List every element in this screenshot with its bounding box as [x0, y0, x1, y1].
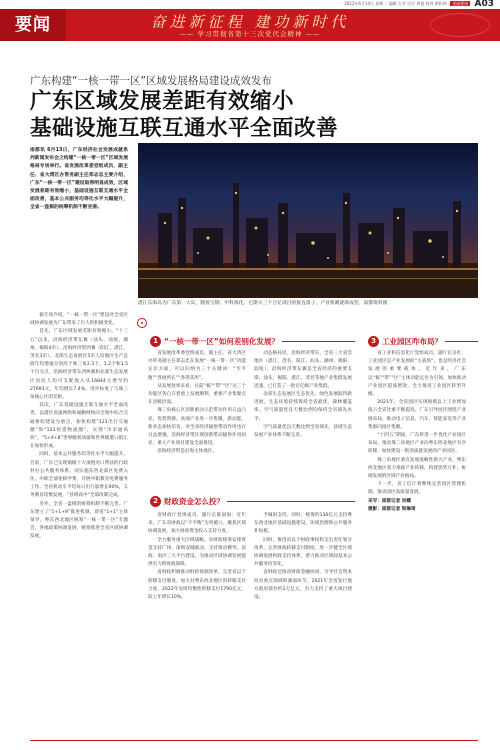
- body-column-3: [254, 350, 352, 440]
- paragraph: 从发展效果来看，目前“核”“带”“区”这三个功能区各自在着重上发展顺利，重要产业集聚点在县级层面。: [148, 383, 246, 406]
- page-number: A03: [474, 0, 494, 9]
- section-1-heading: “一核一带一区”如何差别化发展？: [164, 337, 279, 346]
- paragraph: 全力服务重大区域战略。省财政统筹安排资金支持广州、深圳双城联动，支持推动横琴、前海、南沙三大平台建设，为推动区域协调发展提供有力的财政保障。: [148, 537, 246, 568]
- article-lead: 南都讯 6月13日，广东经济社会发展成就系列新闻发布会之构建“一核一带一区”区域发展格局专场举行。省发展改革委党组成员、副主任、省大湾区办常务副主任郑志忠主要介绍，广东“一核一带一区”建设取得明显成效，区域发展差距有效缩小，基础设施互联互通水平全面改善，基本公共服务均等化水平大幅提升，全省一盘棋的统筹机制不断完善。: [30, 148, 128, 211]
- section-number-2: 2: [150, 496, 161, 507]
- paragraph: 北部生态发展区生态优先、绿色发展取得新进展。生态环境持续保持全省最优，森林覆盖率、空气质量优良天数比例均保持全省领先水平。: [254, 392, 352, 422]
- body-column-3b: [254, 512, 352, 602]
- section-rule: [227, 501, 355, 502]
- section-2-title: [150, 496, 355, 507]
- paragraph: 2021年，全省园区实现规模以上工业增加值占全省比重不断提高。广东引导园区围绕产业链布局，推动电子信息、汽车、智能家电等产业集群向园区集聚。: [368, 400, 466, 430]
- paragraph: 据专场介绍，“一核一带一区”建设对全省区域协调发展为广东带来了巨大的积极变化。: [30, 313, 128, 327]
- section-1-title: [150, 336, 355, 347]
- paragraph: 同时，推进省以下财政事权和支出责任划分改革，完善财政转移支付制度，进一步健全区域协调发展财政支持体系，着力推动区域间基本公共服务均等化。: [254, 537, 352, 568]
- section-number-3: 3: [368, 336, 379, 347]
- paragraph: 珠三角地区重点发展战略性新兴产业，粤东西北地区着力承接产业转移，构建优势互补、协调发展的区域产业格局。: [368, 457, 466, 480]
- byline-photographer: 摄影：南都记者 梁琳琦: [368, 506, 416, 512]
- date-text: 2022年6月14日 星期二 编辑 古芳 设计 周俊 校对 黄积林: [344, 1, 447, 6]
- date-line: [344, 0, 494, 8]
- banner-ornament: [430, 13, 490, 37]
- banner-sub-slogan: —— 学习贯彻省第十三次党代会精神 ——: [179, 30, 321, 38]
- section-rule: [282, 341, 355, 342]
- paragraph: 动态格局显，沿海经济带东、全省三大省会地区（湛江、茂名、阳江、汕头、潮州、揭阳、汕尾）。沿海经济带东翼是全省经济的重要支撑，汕头、揭阳、湛江、茂名等地产业集群发展迅速，已打造了一批百亿级产业集群。: [254, 351, 352, 389]
- article-photo: [138, 143, 478, 298]
- section-number-1: 1: [150, 336, 161, 347]
- body-column-2b: [148, 512, 246, 602]
- paragraph: 省发展改革委党组成员、副主任、省大湾区办常务副主任郑志忠在发展“一核一带一区”功能定位方面，可以归纳为三个关键词：“至平衡”“各展所长”“各得其所”。: [148, 351, 246, 381]
- focus-icon: [137, 318, 147, 328]
- section-2-heading: 财政资金怎么投？: [164, 497, 224, 506]
- section-logo: 要闻: [0, 9, 66, 41]
- section-banner: [0, 9, 500, 41]
- article-kicker: 广东构建“一核一带一区”区域发展格局建设成效发布: [30, 75, 272, 87]
- focus-marker: [136, 318, 148, 358]
- paragraph: 其次，广东基础设施互联互通水平全面改善。以港区高速网络和通勤网络向全领中综合交通枢纽建设为重点，加快构建“123出行交通圈”和“123快货物流圈”，实现“市市通高铁”。“5+4+8”世界级机场群和世界级港口群正在加快形成。: [30, 403, 128, 450]
- section-3-title: [368, 336, 478, 347]
- paragraph: 沿海经济带是沿海主体地区。: [157, 449, 217, 455]
- paragraph: 首先，广东区域发展差距有效缩小。“十三五”以来，沿海经济带东翼（汕头、汕尾、潮州、揭阳4市）、沿海经济带西翼（阳江、湛江、茂名3市）、北部生态发展区5市人均地区生产总值年均增速分别高于珠三角2.3个、1.2个和1.5个百分点，沿海经济带东西两翼和北部生态发展区居民人均可支配收入从16844元增至约27691元，年均增长7.4%，进步标度了与珠三角核心区的差距。: [30, 329, 128, 401]
- page-bottom-rule: [30, 740, 478, 741]
- body-column-1: [30, 312, 128, 542]
- headline-line-2: 基础设施互联互通水平全面改善: [30, 116, 339, 141]
- refinery-night-illustration: [138, 143, 478, 298]
- paragraph: 珠三角核心区创新驱动示范带动作用日益凸显。优势资源、高端产业进一步集聚，新动能、新业态加快培育，对全省经济辐射带动作用也在日益增强。沿海经济带区域创新带动辐射作用初显，重大产业项目建设全面推进。: [148, 408, 246, 447]
- paragraph: 省财政积极推动财政体制改革，完善省以下转移支付制度，加大对粤东西北地区的转移支付力度，2022年安排均衡性转移支付1790亿元，较上年增长10%。: [148, 570, 246, 601]
- paragraph: 予倾斜支持。同时，统筹约130亿元支持粤东西北地区基础设施建设、环境治理和公共服务补短板。: [254, 513, 352, 535]
- paragraph: 省财政还推动财政金融协同，引导社会资本投向重点领域和薄弱环节，2021年全省发行地方政府债券约1万亿元，有力支持了重大项目建设。: [254, 570, 352, 601]
- photo-caption: 湛江东海岛为广东第一大岛，随着宝钢、中科炼化、巴斯夫三个百亿项目的接连落子，产业集聚逐渐成型。南都资料图: [138, 301, 388, 306]
- headline-line-1: 广东区域发展差距有效缩小: [30, 89, 295, 114]
- paragraph: 空气质量优良天数比例全省领先，县域生态发展产业体系不断完善。: [254, 424, 352, 439]
- paragraph: 另外，全省一盘棋的统筹机制不断完善。广东建立了“1+1+9”推进机制，即省“1+1”主体领导，粤东西北地区统筹“一核一带一区”专题会，各地政策协调发展，统筹推进全省区域协调发展。: [30, 501, 128, 540]
- paragraph: 同时，基本公共服务均等化水平大幅提升。目前，广东已实现镇级十大项链对口帮扶的行政村办公共服务体系，而实施东西北部区免费入住、中职全部免除学费，开展中职教育免费服务工作。全省机动车平均每日出行量增长90%，义务教育均衡发展，“县域高中”全部改制完成。: [30, 452, 128, 499]
- page-tag: 美丽要闻: [452, 1, 469, 6]
- body-column-2: [148, 350, 246, 457]
- paragraph: 省工业和信息化厅党组成员、副厅长吴红：工业园区是产业发展的“主战场”，也是经济社会发展的重要载体。近年来，广东以“核”“带”“区”主体功能定位为引领，加快推动产业园区提质增效，全力推进工业园区转型升级。: [368, 351, 466, 398]
- section-3-heading: 工业园区咋布局？: [382, 337, 442, 346]
- section-rule: [445, 341, 478, 342]
- banner-slogan: 奋进新征程 建功新时代: [150, 13, 350, 31]
- article-headline: [30, 88, 360, 142]
- byline-writer: 采写：南都记者 吴蝶: [368, 498, 411, 504]
- masthead-top: [0, 0, 500, 8]
- paragraph: “十四五”期间，广东将进一步优化产业园区布局，推动珠三角地区产业向粤东西北地区有序转移，加快建设一批高质量发展的产业园区。: [368, 433, 466, 455]
- paragraph: 省财政厅党组成员、副厅长陈国海：近年来，广东省财政以“不平衡”为突破口，聚焦区域协调发展，加大财政资金投入支持力度。: [148, 513, 246, 535]
- paragraph: 下一步，省工信厅将继续完善园区管理机制，推动园区高质量发展。: [368, 482, 466, 496]
- body-column-4: [368, 350, 466, 514]
